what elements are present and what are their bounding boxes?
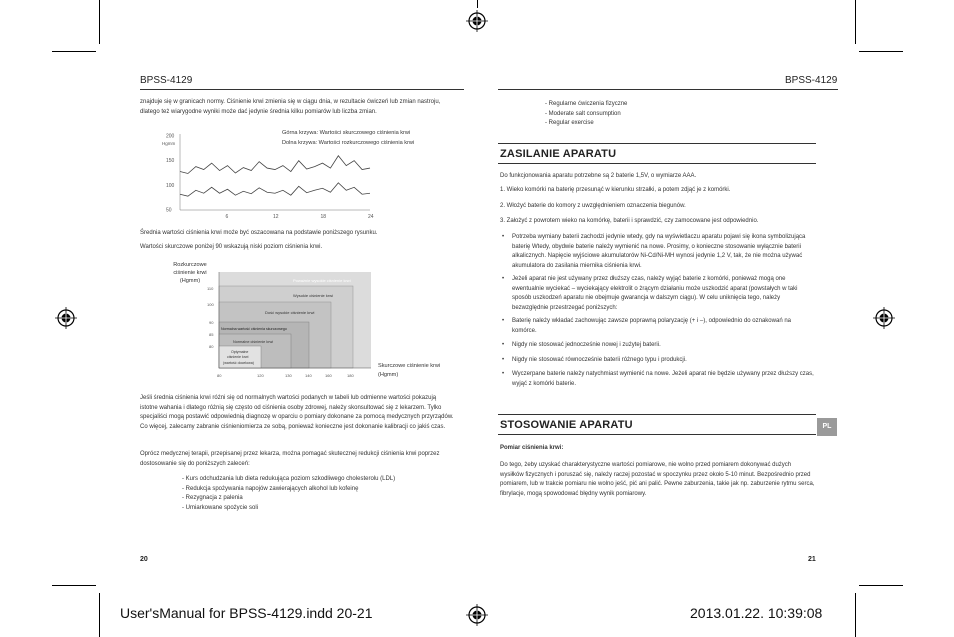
list-item: • Nigdy nie stosować jednocześnie nowej i zużytej baterii.	[502, 341, 814, 351]
y-tick: 90	[209, 320, 214, 325]
step-item: 3. Założyć z powrotem wieko na komórkę, baterii i sprawdzić, czy zamocowane jest odpowiednio.	[500, 218, 759, 224]
chart1-legend-top: Górna krzywa: Wartości skurczowego ciśnienia krwi	[282, 130, 411, 136]
list-item: - Umiarkowane spożycie soli	[182, 504, 259, 511]
list-item: • Baterię należy wkładać zachowując zawsze poprawną polaryzację (+ i –), odpowiednio do oznakowań na komórce.	[502, 317, 814, 336]
list-item: - Regular exercise	[545, 120, 594, 126]
header-rule-left	[140, 89, 464, 90]
diastolic-line	[180, 183, 370, 196]
zone-optimal-c: (wartość docelowa)	[223, 361, 254, 365]
crop-mark	[99, 0, 100, 44]
chart1-unit: Hgmm	[162, 141, 176, 146]
y-tick: 110	[207, 286, 214, 291]
list-item: - Redukcja spożywania napojów zawierających alkohol lub kofeinę	[182, 485, 359, 492]
crop-mark	[99, 593, 100, 637]
chart2-xlabel: Skurczowe ciśnienie krwi (Hgmm)	[378, 363, 441, 378]
recommend-list	[182, 475, 462, 513]
zone-normal-systolic: Normalna wartość ciśnienia skurczowego	[221, 327, 287, 331]
step-item: 2. Włożyć baterie do komory z uwzględnieniem oznaczenia biegunów.	[500, 202, 686, 209]
header-model-left: BPSS-4129	[140, 75, 193, 86]
blood-pressure-classification-chart	[205, 272, 375, 387]
registration-mark-icon	[466, 604, 488, 626]
y-tick: 85	[209, 332, 214, 337]
battery-notes	[502, 233, 814, 389]
crop-mark	[52, 585, 96, 586]
list-item: - Moderate salt consumption	[545, 110, 621, 117]
recommend-text: Oprócz medycznej terapii, przepisanej przez lekarza, można pomagać skutecznej redukcji ciśnienia krwi poprzez dostosowanie się do poniższych zaleceń:	[140, 451, 440, 467]
list-item: - Regularne ćwiczenia fizyczne	[545, 101, 628, 107]
x-tick-label: 12	[273, 214, 279, 220]
y-tick-label: 100	[166, 182, 175, 189]
zone-moderate: Dość wysokie ciśnienie krwi	[265, 310, 315, 315]
blood-pressure-line-chart	[160, 130, 380, 222]
section-title-usage: STOSOWANIE APARATU	[500, 419, 633, 431]
section-rule	[498, 414, 816, 415]
y-tick: 100	[207, 302, 214, 307]
x-tick: 80	[217, 373, 222, 378]
consult-text: Jeśli średnia ciśnienia krwi różni się od normalnych wartości podanych w tabeli lub odmienne wartości pokazują istotne wahania i dlatego różnią się często od ciśnienia osoby zdrowej, należy skonsultować się z lekarzem. Tylko specjaliści mogą postawić odpowiednią diagnozę w oparciu o pomiary dokonane za pomocą medycznych przyrządów. Co więcej, zalecamy zabranie ciśnieniomierza ze sobą, ponieważ konieczne jest dokonanie kalibracji co jakiś czas.	[140, 395, 454, 430]
y-tick-label: 150	[166, 158, 175, 165]
crop-mark	[859, 585, 903, 586]
page-number-right: 21	[808, 556, 816, 563]
usage-text: Do tego, żeby uzyskać charakterystyczne wartości pomiarowe, nie wolno przed pomiarem dokonywać dużych wysiłków fizycznych i poruszać się, należy raczej pozostać w spoczynku przez około 5-10 minut. Bezpośrednio przed pomiarem, lub w trakcie pomiaru nie wolno jeść, pić ani palić. Pewne zaburzenia, takie jak np. zaburzenie rytmu serca, fibrylacje, mogą spowodować błędny wynik pomiarowy.	[500, 462, 815, 497]
avg-note: Średnia wartości ciśnienia krwi może być oszacowana na podstawie poniższego rysunku.	[140, 230, 378, 236]
zone-severe: Poważnie wysokie ciśnienie krwi	[293, 278, 351, 283]
header-model-right: BPSS-4129	[785, 75, 838, 86]
zone-high: Wysokie ciśnienie krwi	[293, 293, 333, 298]
intro-text: znajduje się w granicach normy. Ciśnienie krwi zmienia się w ciągu dnia, w rezultacie ćwiczeń lub zmian nastroju, dlatego też wiarygodne wyniki może dać jedynie średnia kilku pomiarów lub liczba zmian.	[140, 99, 441, 115]
list-item: - Rezygnacja z palenia	[182, 495, 243, 501]
x-tick: 120	[257, 373, 264, 378]
list-item: • Potrzeba wymiany baterii zachodzi jedynie wtedy, gdy na wyświetlaczu aparatu pojawi się ikona symbolizująca baterię Wtedy, obydwie baterie należy wymienić na nowe. Prosimy, o konieczne stosowanie wyłącznie baterii alkalicznych. Napięcie wyjściowe akumulatorów Ni-Cd/Ni-MH wynosi jedynie 1,2 V, tak, że nie można używać akumulatora do zasilania miernika ciśnienia krwi.	[502, 233, 814, 271]
x-tick: 140	[305, 373, 312, 378]
list-item: • Nigdy nie stosować równocześnie baterii różnego typu i produkcji.	[502, 356, 814, 366]
registration-mark-icon	[873, 307, 895, 329]
x-tick-label: 24	[368, 214, 374, 220]
power-steps	[500, 186, 815, 227]
language-tab: PL	[817, 418, 837, 436]
x-tick: 130	[285, 373, 292, 378]
crop-mark	[477, 0, 478, 8]
x-tick: 180	[347, 373, 354, 378]
crop-mark	[52, 51, 96, 52]
y-tick-label: 50	[166, 207, 172, 214]
top-list	[545, 100, 825, 129]
power-intro: Do funkcjonowania aparatu potrzebne są 2 baterie 1,5V, o wymiarze AAA.	[500, 173, 697, 179]
page-number-left: 20	[140, 556, 148, 563]
y-tick: 80	[209, 344, 214, 349]
footer-filename: User'sManual for BPSS-4129.indd 20-21	[120, 605, 373, 621]
x-tick-label: 6	[225, 214, 229, 220]
section-rule	[498, 163, 816, 164]
list-item: • Wyczerpane baterie należy natychmiast wymienić na nowe. Jeżeli aparat nie będzie używany przez dłuższy czas, wyjąć z komórki baterie.	[502, 370, 814, 389]
list-item: • Jeżeli aparat nie jest używany przez dłuższy czas, należy wyjąć baterie z komórki, ponieważ mogą one ewentualnie wyciekać – wyciekający elektrolit o żrącym działaniu może uszkodzić aparat (powstałych w taki sposób uszkodzeń aparatu nie obejmuje gwarancja w dalszym ciągu). W celu uniknięcia tego, należy bezwzględnie przestrzegać poniższych:	[502, 275, 814, 313]
header-rule-right	[498, 89, 838, 90]
section-title-power: ZASILANIE APARATU	[500, 148, 617, 160]
usage-subtitle: Pomiar ciśnienia krwi:	[500, 445, 564, 451]
x-tick-label: 18	[320, 214, 327, 220]
zone-normal: Normalne ciśnienie krwi	[233, 340, 274, 344]
section-rule	[498, 434, 816, 435]
systolic-line	[180, 156, 370, 174]
zone-optimal-b: ciśnienie krwi	[227, 355, 249, 359]
sys-note: Wartości skurczowe poniżej 90 wskazują niski poziom ciśnienia krwi.	[140, 244, 323, 250]
list-item: - Kurs odchudzania lub dieta redukująca poziom szkodliwego cholesterolu (LDL)	[182, 476, 396, 482]
x-tick: 160	[325, 373, 332, 378]
chart2-ylabel: Rozkurczowe ciśnienie krwi (Hgmm)	[173, 262, 207, 284]
crop-mark	[855, 0, 856, 44]
crop-mark	[855, 593, 856, 637]
registration-mark-icon	[466, 10, 488, 32]
crop-mark	[859, 51, 903, 52]
registration-mark-icon	[55, 307, 77, 329]
y-tick-label: 200	[166, 133, 175, 140]
zone-optimal-a: Optymalne	[231, 350, 249, 354]
chart1-legend-bottom: Dolna krzywa: Wartości rozkurczowego ciśnienia krwi	[282, 140, 415, 146]
footer-timestamp: 2013.01.22. 10:39:08	[690, 605, 823, 621]
section-rule	[498, 143, 816, 144]
step-item: 1. Wieko komórki na baterię przesunąć w kierunku strzałki, a potem zdjąć je z komórki.	[500, 187, 731, 193]
